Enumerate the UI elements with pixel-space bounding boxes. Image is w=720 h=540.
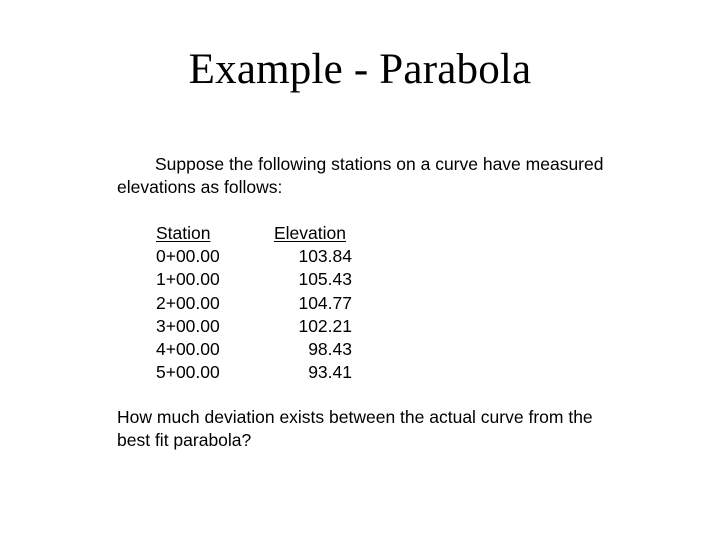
question-line-1: How much deviation exists between the actual curve from the — [117, 407, 593, 427]
elevation-cell: 105.43 — [298, 269, 352, 290]
elevation-cell: 93.41 — [308, 362, 352, 383]
table-header-row — [156, 222, 352, 245]
slide-title: Example - Parabola — [188, 46, 532, 93]
intro-line-1: Suppose the following stations on a curve have measured — [155, 154, 604, 174]
table-row — [156, 268, 352, 291]
table-row — [156, 245, 352, 268]
intro-line-2: elevations as follows: — [117, 177, 283, 197]
station-cell: 1+00.00 — [156, 269, 220, 290]
station-cell: 3+00.00 — [156, 315, 220, 336]
station-cell: 2+00.00 — [156, 292, 220, 313]
station-header: Station — [156, 223, 211, 243]
table-row — [156, 292, 352, 315]
table-row — [156, 338, 352, 361]
station-cell: 4+00.00 — [156, 338, 220, 359]
elevation-cell: 104.77 — [298, 292, 352, 313]
elevation-cell: 98.43 — [308, 338, 352, 359]
elevation-cell: 102.21 — [298, 315, 352, 336]
question-text — [117, 406, 637, 452]
question-line-2: best fit parabola? — [117, 430, 252, 450]
station-cell: 0+00.00 — [156, 246, 220, 267]
table-row — [156, 315, 352, 338]
station-cell: 5+00.00 — [156, 362, 220, 383]
elevation-header: Elevation — [274, 223, 346, 243]
intro-text — [117, 153, 637, 199]
station-elevation-table — [156, 222, 352, 384]
table-row — [156, 361, 352, 384]
elevation-cell: 103.84 — [298, 246, 352, 267]
